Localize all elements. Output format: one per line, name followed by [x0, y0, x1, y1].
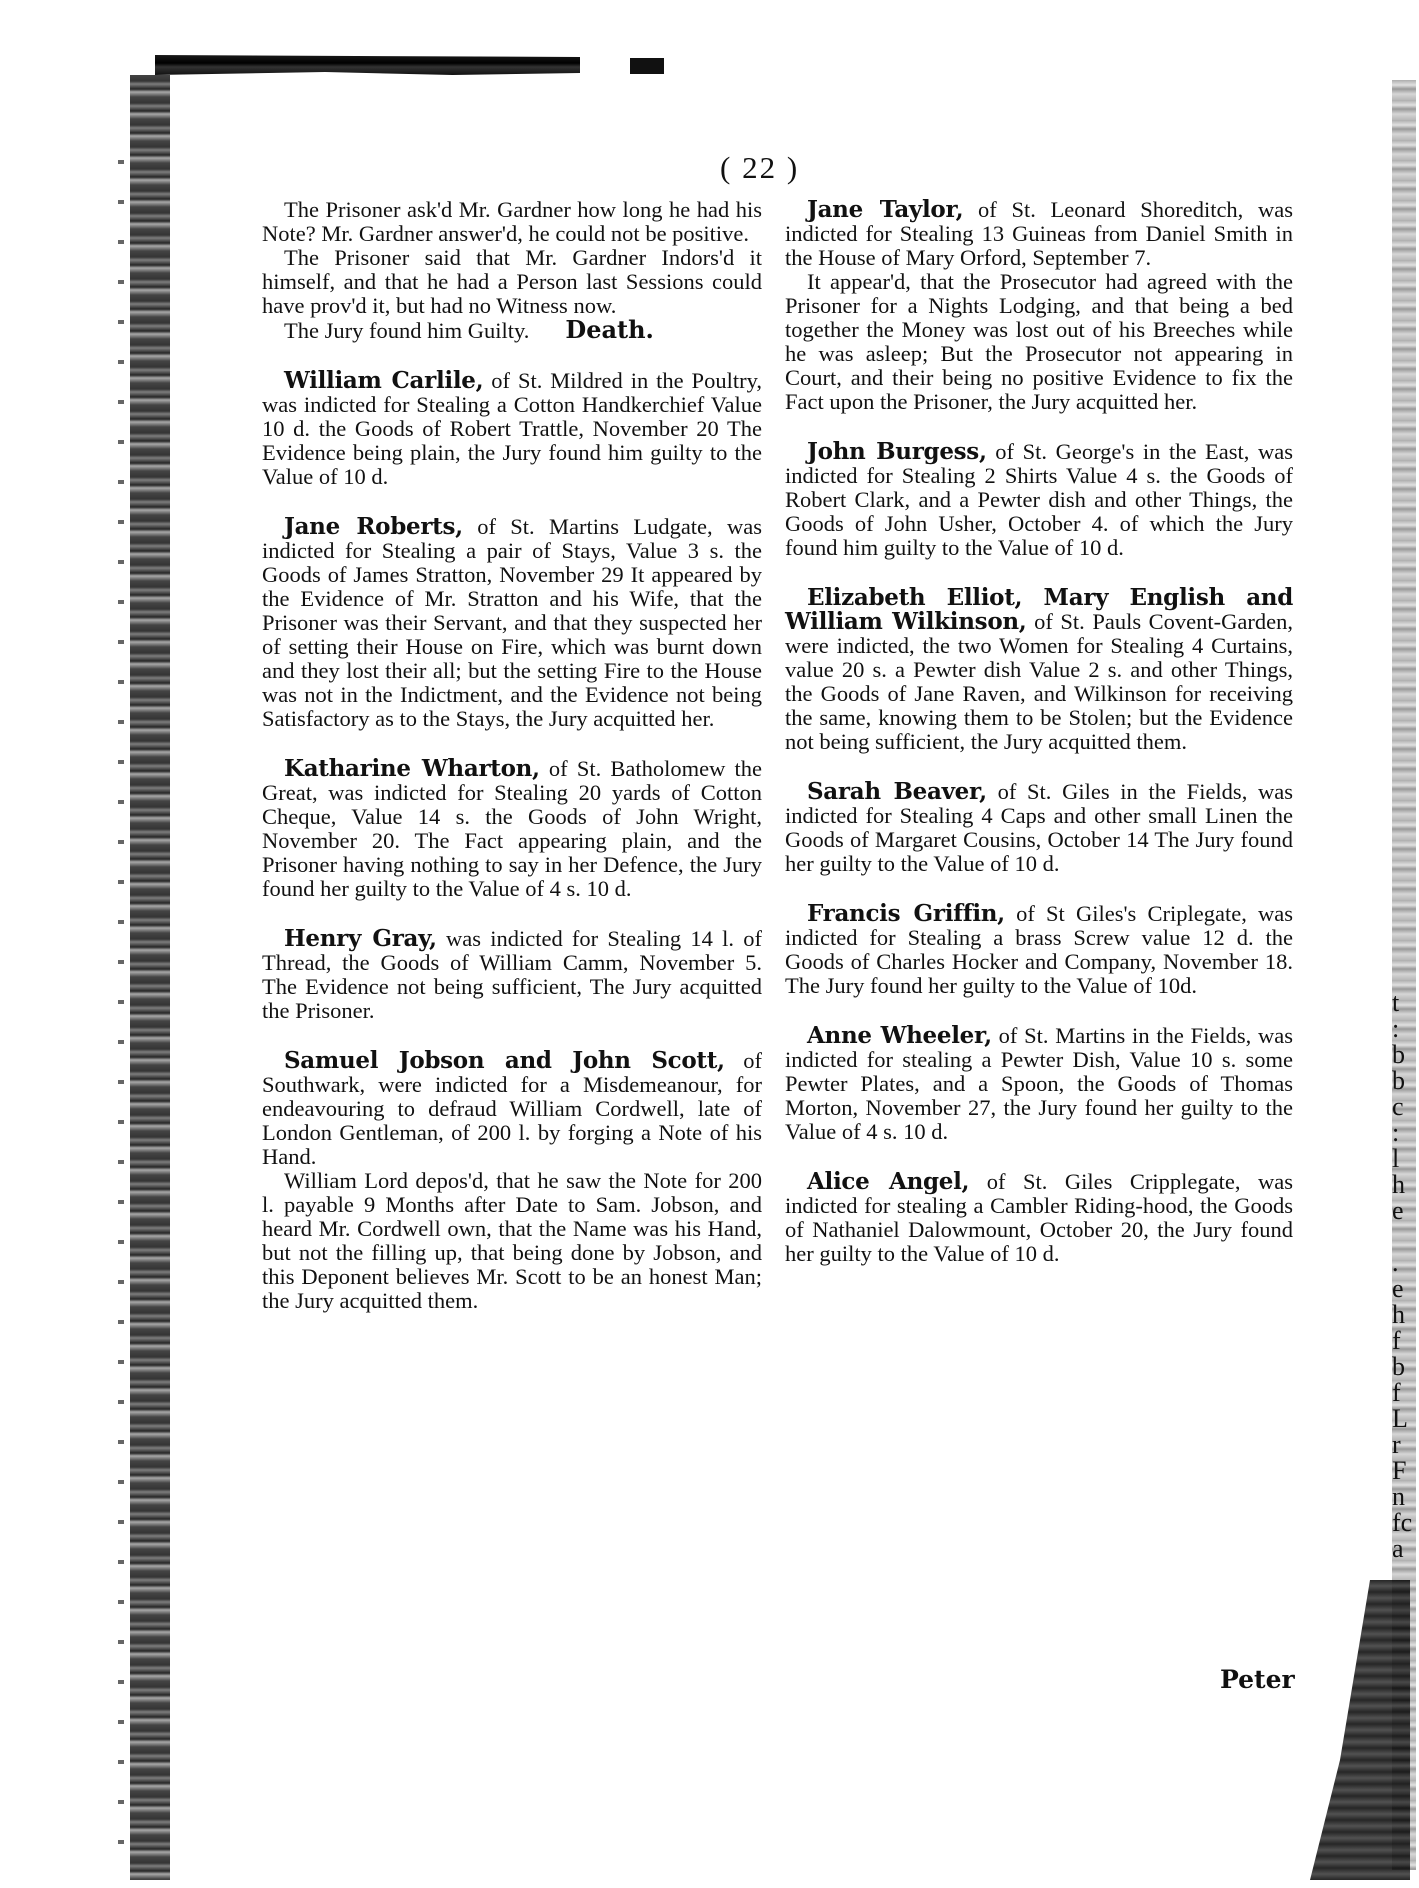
defendant-name: Elizabeth Elliot, Mary English and William Wilkinson, — [785, 584, 1293, 635]
defendant-name: John Burgess, — [807, 438, 987, 465]
scan-artifact-right-bottom — [1310, 1580, 1410, 1880]
verdict-line — [262, 315, 762, 344]
trial-entry — [262, 198, 762, 343]
entry-paragraph: The Prisoner said that Mr. Gardner Indors'd it himself, and that he had a Person last Sessions could have prov'd it, but had no Witness now. — [262, 245, 762, 318]
scan-artifact-left-edge — [130, 75, 170, 1880]
entry-text: of St. Giles in the Fields, was indicted for Stealing 4 Caps and other small Linen the Goods of Margaret Cousins, October 14 The Jury found her guilty to the Value of 10 d. — [785, 779, 1294, 876]
entry-text: of St Giles's Criplegate, was indicted for Stealing a brass Screw value 12 d. the Goods of Charles Hocker and Company, November 18. The Jury found her guilty to the Value of 10d. — [785, 901, 1293, 998]
scan-artifact-top — [155, 55, 580, 75]
trial-entry — [785, 198, 1293, 414]
defendant-name: Alice Angel, — [807, 1168, 970, 1195]
scan-artifact-left-thin — [118, 160, 124, 1860]
defendant-name: Jane Roberts, — [284, 513, 463, 540]
trial-entry — [785, 902, 1293, 998]
defendant-name: Francis Griffin, — [807, 900, 1005, 927]
entry-text: of St. Batholomew the Great, was indicted for Stealing 20 yards of Cotton Cheque, Value 14 s. the Goods of John Wright, November 20. The Fact appearing plain, and the Prisoner having nothing to say in her Defence, the Jury found her guilty to the Value of 4 s. 10 d. — [262, 756, 762, 901]
defendant-name: William Carlile, — [284, 367, 484, 394]
entry-text: of St. Pauls Covent-Garden, were indicted, the two Women for Stealing 4 Curtains, value 20 s. a Pewter dish Value 2 s. and other Things, the Goods of Jane Raven, and Wilkinson for receiving the same, knowing them to be Stolen; but the Evidence not being sufficient, the Jury acquitted them. — [785, 609, 1293, 754]
catchword: Peter — [1220, 1665, 1295, 1694]
entry-text: of St. Martins in the Fields, was indicted for stealing a Pewter Dish, Value 10 s. some Pewter Plates, and a Spoon, the Goods of Thomas Morton, November 27, the Jury found her guilty to the Value of 4 s. 10 d. — [785, 1023, 1294, 1144]
trial-entry — [262, 515, 762, 731]
trial-entry — [785, 780, 1293, 876]
entry-text: of St. Leonard Shoreditch, was indicted for Stealing 13 Guineas from Daniel Smith in the House of Mary Orford, September 7. — [785, 197, 1293, 270]
defendant-name: Henry Gray, — [284, 925, 437, 952]
trial-entry — [262, 369, 762, 489]
defendant-name: Sarah Beaver, — [807, 778, 987, 805]
entry-testimony: It appear'd, that the Prosecutor had agreed with the Prisoner for a Nights Lodging, and that being a bed together the Money was lost out of his Breeches while he was asleep; But the Prosecutor not appearing in Court, and their being no positive Evidence to fix the Fact upon the Prisoner, the Jury acquitted her. — [785, 269, 1293, 414]
defendant-name: Jane Taylor, — [807, 196, 964, 223]
trial-entry — [785, 1170, 1293, 1266]
trial-entry — [785, 1024, 1293, 1144]
scan-artifact-mark — [630, 58, 664, 74]
verdict-mark: Death. — [565, 315, 654, 344]
verdict-text: The Jury found him Guilty. — [284, 318, 530, 343]
entry-text: of Southwark, were indicted for a Misdemeanour, for endeavouring to defraud William Cordwell, late of London Gentleman, of 200 l. by forging a Note of his Hand. — [262, 1048, 762, 1169]
trial-entry — [785, 586, 1293, 754]
trial-entry — [785, 440, 1293, 560]
trial-entry — [262, 1049, 762, 1313]
entry-text: of St. Martins Ludgate, was indicted for Stealing a pair of Stays, Value 3 s. the Goods of James Stratton, November 29 It appeared by the Evidence of Mr. Stratton and his Wife, that the Prisoner was their Servant, and that they suspected her of setting their House on Fire, which was burnt down and they lost their all; but the setting Fire to the House was not in the Indictment, and the Evidence not being Satisfactory as to the Stays, the Jury acquitted her. — [262, 514, 763, 731]
right-column — [785, 198, 1293, 1292]
page-number: ( 22 ) — [720, 150, 800, 185]
left-column — [262, 198, 762, 1339]
defendant-name: Anne Wheeler, — [807, 1022, 992, 1049]
entry-text: was indicted for Stealing 14 l. of Thread, the Goods of William Camm, November 5. The Evidence not being sufficient, The Jury acquitted the Prisoner. — [262, 926, 763, 1023]
entry-text: of St. Mildred in the Poultry, was indicted for Stealing a Cotton Handkerchief Value 10 d. the Goods of Robert Trattle, November 20 The Evidence being plain, the Jury found him guilty to the Value of 10 d. — [262, 368, 762, 489]
entry-paragraph: The Prisoner ask'd Mr. Gardner how long he had his Note? Mr. Gardner answer'd, he could not be positive. — [262, 197, 762, 246]
defendant-name: Katharine Wharton, — [284, 755, 540, 782]
defendant-name: Samuel Jobson and John Scott, — [284, 1047, 725, 1074]
adjacent-page-bleed: t : b b c : l h e . e h f b f L r F n fc a — [1392, 988, 1413, 1563]
entry-text: of St. Giles Cripplegate, was indicted for stealing a Cambler Riding-hood, the Goods of Nathaniel Dalowmount, October 20, the Jury found her guilty to the Value of 10 d. — [785, 1169, 1293, 1266]
entry-testimony: William Lord depos'd, that he saw the Note for 200 l. payable 9 Months after Date to Sam. Jobson, and heard Mr. Cordwell own, that the Name was his Hand, but not the filling up, that being done by Jobson, and this Deponent believes Mr. Scott to be an honest Man; the Jury acquitted them. — [262, 1168, 762, 1313]
trial-entry — [262, 927, 762, 1023]
trial-entry — [262, 757, 762, 901]
entry-text: of St. George's in the East, was indicted for Stealing 2 Shirts Value 4 s. the Goods of Robert Clark, and a Pewter dish and other Things, the Goods of John Usher, October 4. of which the Jury found him guilty to the Value of 10 d. — [785, 439, 1293, 560]
